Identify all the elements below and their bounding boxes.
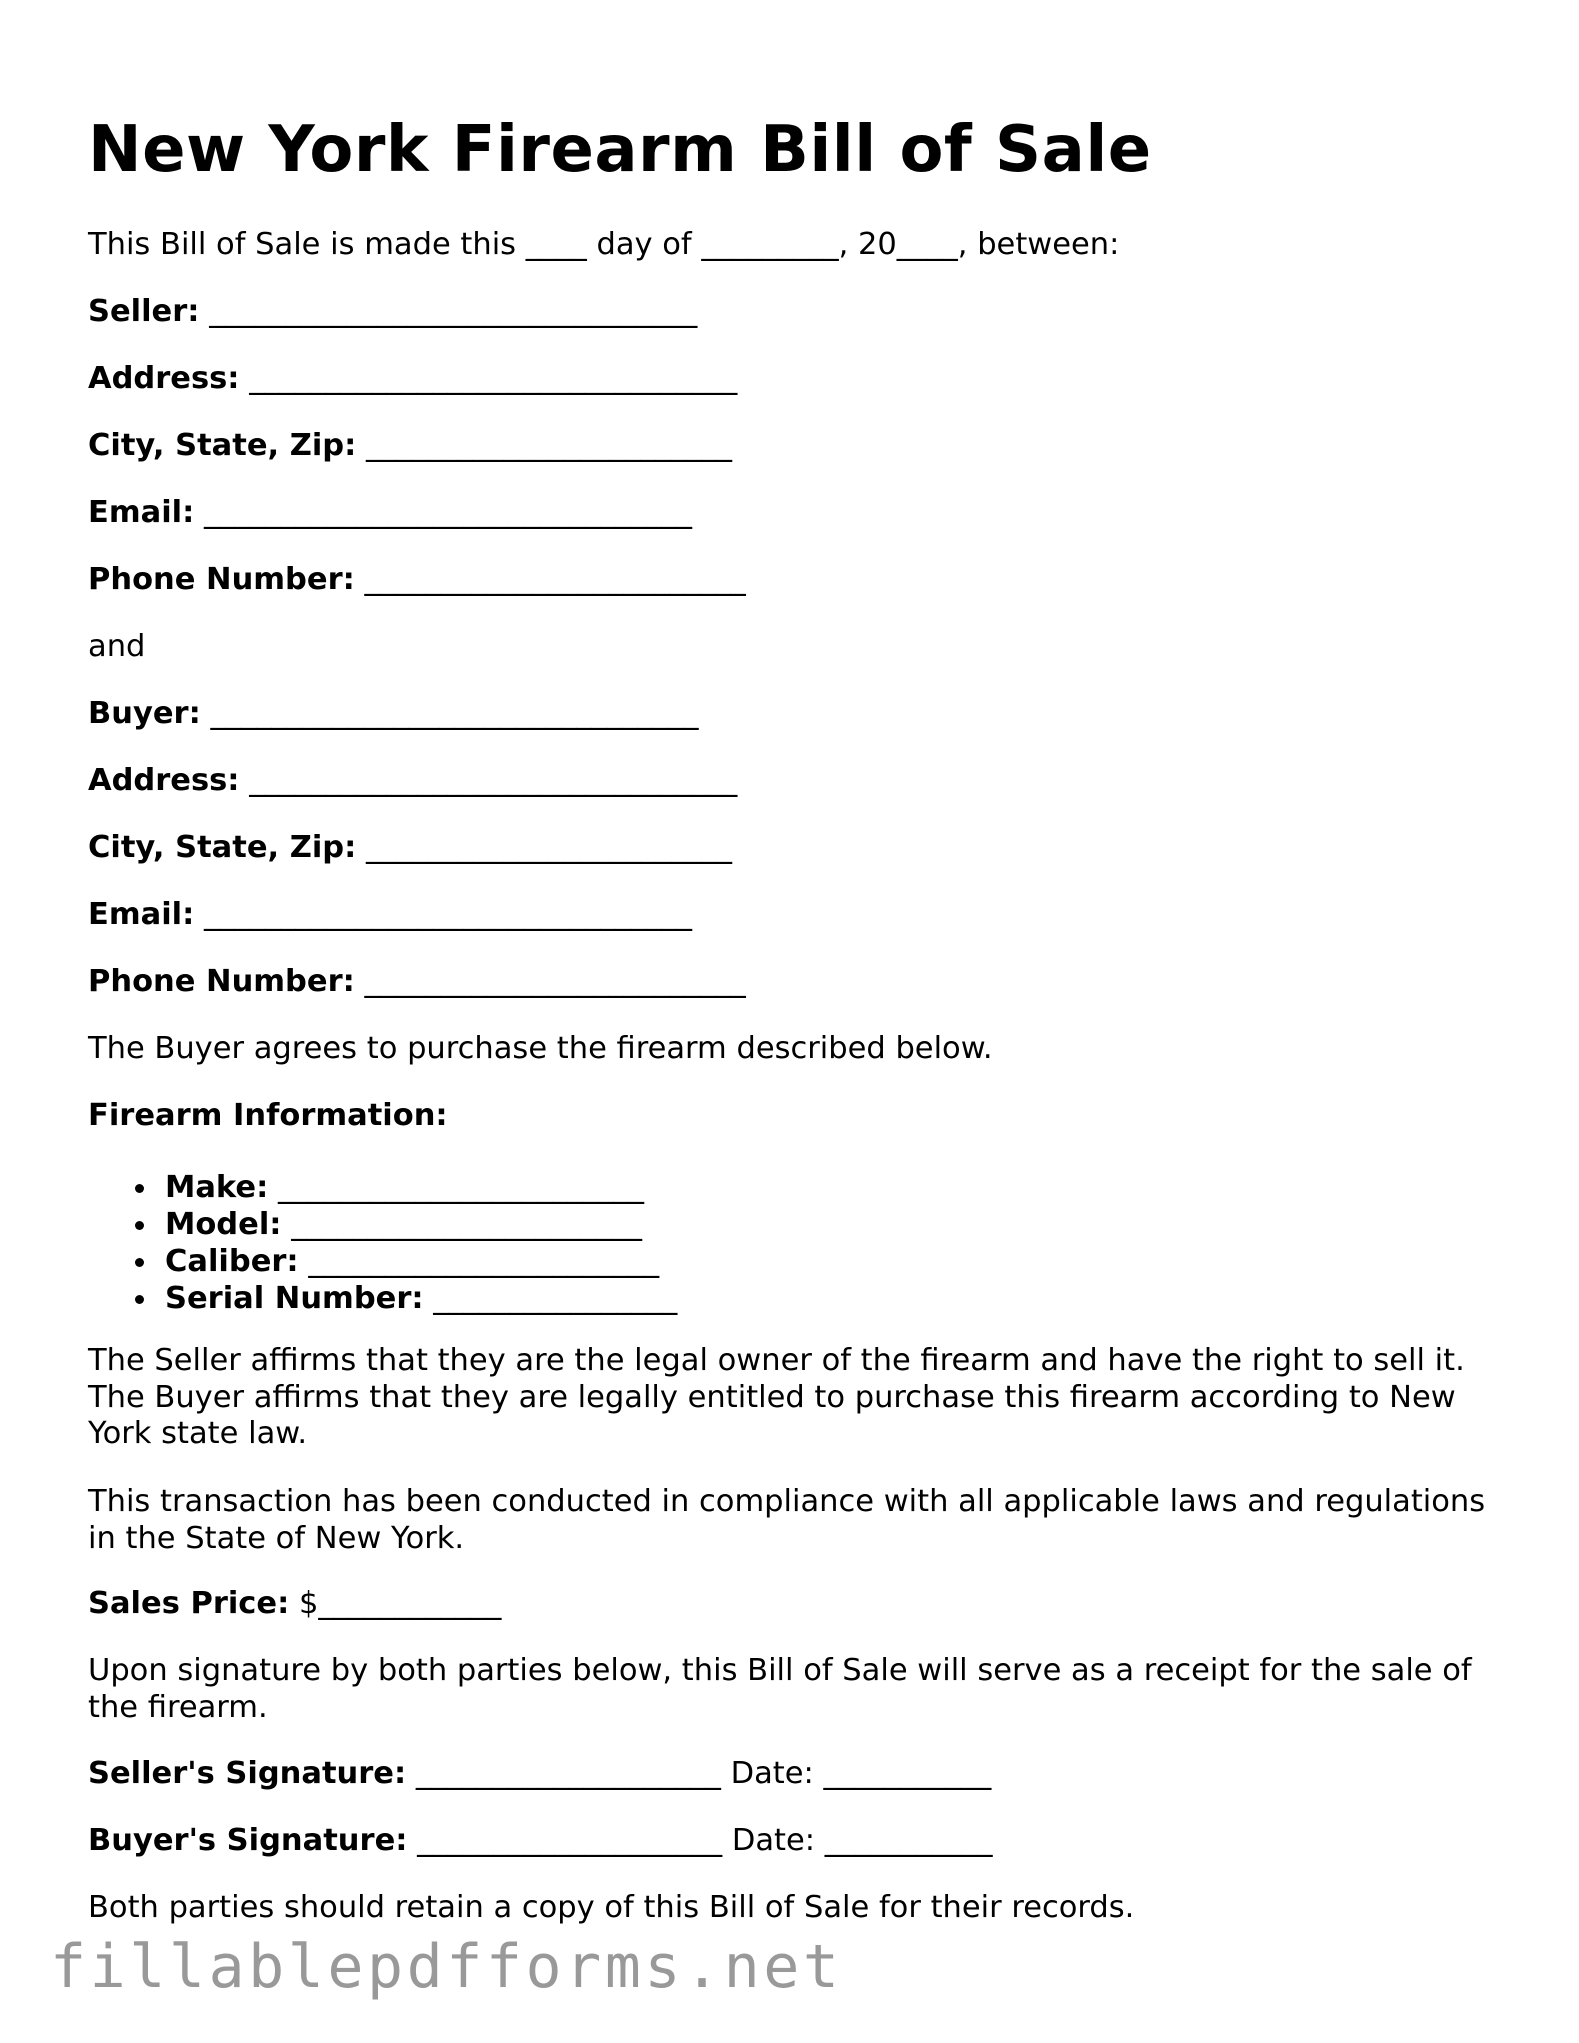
seller-address-blank[interactable]: ________________________________	[249, 361, 738, 396]
caliber-blank[interactable]: _______________________	[308, 1244, 660, 1279]
seller-name-field	[88, 294, 697, 330]
document-title: New York Firearm Bill of Sale	[88, 113, 1152, 187]
seller-phone-blank[interactable]: _________________________	[364, 562, 746, 597]
seller-address-label: Address:	[88, 361, 240, 396]
buyer-phone-field	[88, 964, 746, 1000]
buyer-name-field	[88, 696, 698, 732]
seller-signature-blank[interactable]: ____________________	[415, 1756, 721, 1791]
seller-name-label: Seller:	[88, 294, 200, 329]
model-label: Model:	[165, 1207, 282, 1242]
seller-email-label: Email:	[88, 495, 195, 530]
make-blank[interactable]: ________________________	[277, 1170, 644, 1205]
make-label: Make:	[165, 1170, 269, 1205]
buyer-signature-label: Buyer's Signature:	[88, 1823, 408, 1858]
buyer-address-blank[interactable]: ________________________________	[249, 763, 738, 798]
buyer-phone-label: Phone Number:	[88, 964, 355, 999]
buyer-signature-field	[88, 1823, 992, 1859]
seller-email-blank[interactable]: ________________________________	[204, 495, 693, 530]
seller-phone-label: Phone Number:	[88, 562, 355, 597]
buyer-email-blank[interactable]: ________________________________	[204, 897, 693, 932]
buyer-signature-blank[interactable]: ____________________	[417, 1823, 723, 1858]
buyer-email-field	[88, 897, 692, 933]
agreement-text: The Buyer agrees to purchase the firearm described below.	[88, 1031, 993, 1066]
list-item	[165, 1206, 677, 1243]
seller-phone-field	[88, 562, 746, 598]
seller-city-blank[interactable]: ________________________	[366, 428, 733, 463]
list-item	[165, 1169, 677, 1206]
affirmation-paragraph: The Seller affirms that they are the legal owner of the firearm and have the right to sell it. The Buyer affirms that they are legally entitled to purchase this firearm according to New York state law.	[88, 1343, 1465, 1451]
firearm-info-list	[88, 1169, 677, 1317]
seller-date-field[interactable]: Date: ___________	[730, 1756, 992, 1791]
seller-address-field	[88, 361, 737, 397]
firearm-heading	[88, 1098, 448, 1134]
buyer-city-blank[interactable]: ________________________	[366, 830, 733, 865]
list-item	[165, 1243, 677, 1280]
buyer-address-field	[88, 763, 737, 799]
seller-name-blank[interactable]: ________________________________	[209, 294, 698, 329]
seller-signature-label: Seller's Signature:	[88, 1756, 407, 1791]
serial-number-label: Serial Number:	[165, 1281, 424, 1316]
firearm-heading-label: Firearm Information:	[88, 1098, 448, 1133]
sales-price-field	[88, 1586, 501, 1622]
seller-email-field	[88, 495, 692, 531]
sales-price-blank[interactable]: $____________	[298, 1586, 502, 1621]
buyer-email-label: Email:	[88, 897, 195, 932]
closing-text: Both parties should retain a copy of this Bill of Sale for their records.	[88, 1890, 1135, 1925]
buyer-date-field[interactable]: Date: ___________	[731, 1823, 993, 1858]
buyer-name-blank[interactable]: ________________________________	[210, 696, 699, 731]
seller-city-label: City, State, Zip:	[88, 428, 357, 463]
buyer-city-field	[88, 830, 732, 866]
serial-number-blank[interactable]: ________________	[433, 1281, 678, 1316]
caliber-label: Caliber:	[165, 1244, 299, 1279]
buyer-address-label: Address:	[88, 763, 240, 798]
buyer-city-label: City, State, Zip:	[88, 830, 357, 865]
seller-signature-field	[88, 1756, 991, 1792]
and-text: and	[88, 629, 146, 664]
sales-price-label: Sales Price:	[88, 1586, 290, 1621]
buyer-phone-blank[interactable]: _________________________	[364, 964, 746, 999]
model-blank[interactable]: _______________________	[291, 1207, 642, 1242]
intro-line: This Bill of Sale is made this ____ day of _________, 20____, between:	[88, 227, 1120, 262]
list-item	[165, 1280, 677, 1317]
compliance-paragraph: This transaction has been conducted in compliance with all applicable laws and regulations in the State of New York.	[88, 1484, 1486, 1556]
seller-city-field	[88, 428, 732, 464]
receipt-paragraph: Upon signature by both parties below, this Bill of Sale will serve as a receipt for the sale of the firearm.	[88, 1653, 1472, 1725]
buyer-name-label: Buyer:	[88, 696, 201, 731]
site-watermark: fillablepdfforms.net	[50, 1932, 843, 2002]
